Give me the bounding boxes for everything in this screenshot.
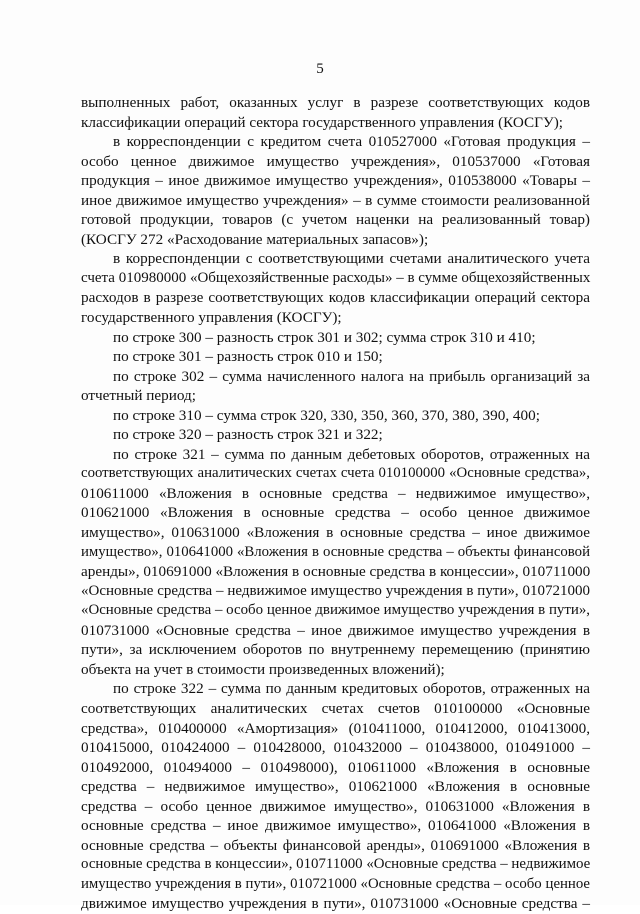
text-line: основные средства – объекты финансовой аренды», 010691000 «Вложения в <box>81 836 590 854</box>
text-line: иное движимое имущество учреждения» – в сумме стоимости реализованной <box>81 191 590 209</box>
text-line: основные средства в концессии», 010711000 «Основные средства – недвижимое <box>81 856 591 873</box>
text-line: средства», 010400000 «Амортизация» (010411000, 010412000, 010413000, <box>81 719 590 737</box>
text-line: 010611000 «Вложения в основные средства – недвижимое имущество», <box>81 484 590 502</box>
text-line: 010415000, 010424000 – 010428000, 010432000 – 010438000, 010491000 – <box>81 739 590 757</box>
text-line: в корреспонденции с кредитом счета 010527000 «Готовая продукция – <box>113 133 590 151</box>
page-number: 5 <box>316 61 324 77</box>
text-line: «Основные средства – недвижимое имущество учреждения в пути», 010721000 <box>81 582 590 599</box>
text-line: имущество», 010631000 «Вложения в основные средства – иное движимое <box>81 524 590 542</box>
text-line: 010731000 «Основные средства – иное движимое имущество учреждения в <box>81 621 590 639</box>
text-line: «Основные средства – особо ценное движимое имущество учреждения в пути», <box>81 602 590 619</box>
text-line: по строке 321 – сумма по данным дебетовых оборотов, отраженных на <box>113 445 590 463</box>
text-line: 010621000 «Вложения в основные средства – особо ценное движимое <box>81 504 590 522</box>
document-body <box>81 93 590 914</box>
text-line: средства – особо ценное движимое имущество», 010631000 «Вложения в <box>81 797 590 815</box>
text-line: по строке 300 – разность строк 301 и 302; сумма строк 310 и 410; <box>113 328 536 346</box>
text-line: средства – недвижимое имущество», 010621000 «Вложения в основные <box>81 778 590 796</box>
text-line: соответствующих аналитических счетах счета 010100000 «Основные средства», <box>81 465 590 482</box>
text-line: выполненных работ, оказанных услуг в разрезе соответствующих кодов <box>81 94 590 111</box>
text-line: основные средства – иное движимое имущество», 010641000 «Вложения в <box>81 817 590 835</box>
text-line: расходов в разрезе соответствующих кодов классификации операций сектора <box>81 289 590 307</box>
text-line: аренды», 010691000 «Вложения в основные средства в концессии», 010711000 <box>81 563 591 581</box>
text-line: (КОСГУ 272 «Расходование материальных запасов»); <box>81 230 429 248</box>
text-line: продукция – иное движимое имущество учреждения», 010538000 «Товары – <box>81 172 590 190</box>
text-line: готовой продукции, товаров (с учетом наценки на реализованный товар) <box>81 211 590 229</box>
text-line: счета 010980000 «Общехозяйственные расходы» – в сумме общехозяйственных <box>81 269 591 286</box>
text-line: в корреспонденции с соответствующими счетами аналитического учета <box>113 250 590 268</box>
text-line: классификации операций сектора государственного управления (КОСГУ); <box>81 113 563 131</box>
text-line: 010492000, 010494000 – 010498000), 010611000 «Вложения в основные <box>81 758 590 776</box>
text-line: особо ценное движимое имущество учреждения», 010537000 «Готовая <box>81 152 590 170</box>
text-line: соответствующих аналитических счетах счетов 010100000 «Основные <box>81 699 590 717</box>
text-line: по строке 320 – разность строк 321 и 322; <box>113 426 383 444</box>
text-line: государственного управления (КОСГУ); <box>81 309 342 327</box>
text-line: объекта на учет в стоимости произведенных вложений); <box>81 660 445 678</box>
text-line: движимое имущество учреждения в пути», 010731000 «Основные средства – <box>81 895 590 913</box>
text-line: по строке 302 – сумма начисленного налога на прибыль организаций за <box>113 367 590 385</box>
text-line: имущество учреждения в пути», 010721000 «Основные средства – особо ценное <box>81 875 590 892</box>
text-line: отчетный период; <box>81 387 196 405</box>
text-line: по строке 322 – сумма по данным кредитовых оборотов, отраженных на <box>113 680 590 698</box>
text-line: пути», за исключением оборотов по внутреннему перемещению (принятию <box>81 641 590 659</box>
text-line: по строке 310 – сумма строк 320, 330, 350, 360, 370, 380, 390, 400; <box>113 406 540 424</box>
text-line: по строке 301 – разность строк 010 и 150; <box>113 348 383 366</box>
text-line: имущество», 010641000 «Вложения в основные средства – объекты финансовой <box>81 543 590 560</box>
